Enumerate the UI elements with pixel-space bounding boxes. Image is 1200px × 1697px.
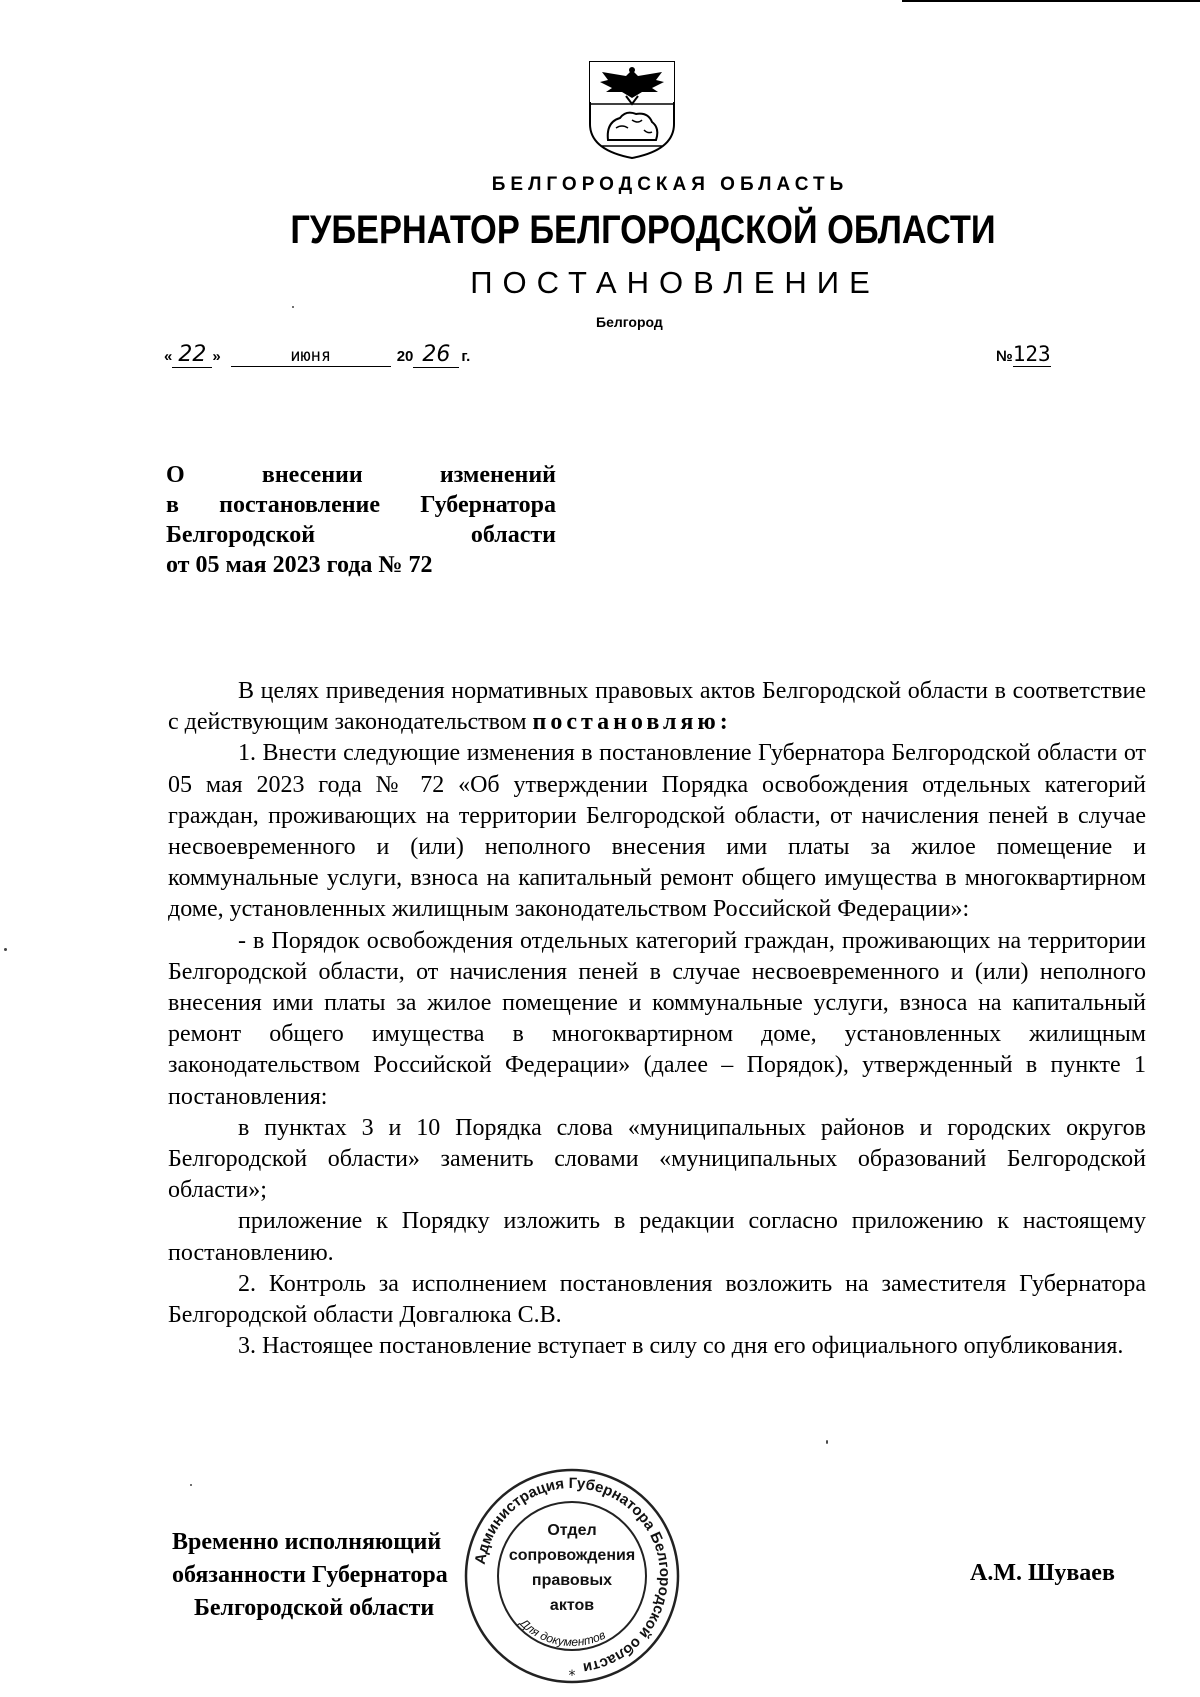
stamp-bottom-text [516, 1614, 608, 1649]
date-line [164, 342, 470, 368]
document-number: 123 [1012, 342, 1051, 366]
stamp-line: правовых [531, 1572, 613, 1589]
signer-name: А.М. Шуваев [970, 1560, 1115, 1586]
document-type-heading: ПОСТАНОВЛЕНИЕ [470, 265, 880, 300]
date-open-quote: « [164, 348, 173, 365]
stamp-bottom-path: Для документов [517, 1615, 608, 1650]
stamp-line: актов [549, 1597, 595, 1614]
top-rule [902, 0, 1200, 2]
number-line [996, 342, 1051, 366]
subject-line: в постановление Губернатора [166, 492, 556, 518]
decree-body [168, 676, 1146, 1362]
decree-subject [166, 460, 556, 580]
date-month: июня [231, 346, 391, 367]
signatory-position [172, 1526, 448, 1625]
city-label: Белгород [596, 314, 663, 330]
scan-speck [190, 1484, 192, 1486]
signatory-line: обязанности Губернатора [172, 1562, 448, 1588]
number-label: № [996, 348, 1013, 365]
scan-speck [4, 948, 7, 951]
item-1-sub-paragraph: - в Порядок освобождения отдельных категорий граждан, проживающих на территории Белгородской области, от начисления пеней в случае несвоевременного и (или) неполного внесения ими платы за жилое помещение и коммунальные услуги, взноса на капитальный ремонт общего имущества в многоквартирном доме, установленных жилищным законодательством Российской Федерации» (далее – Порядок), утвержденный в пункте 1 постановления: [168, 927, 1146, 1110]
item-1-b-paragraph: приложение к Порядку изложить в редакции согласно приложению к настоящему постановлению. [168, 1208, 1146, 1266]
scan-speck [292, 306, 294, 308]
stamp-line: сопровождения [508, 1547, 636, 1564]
subject-line: Белгородской области [166, 522, 556, 548]
item-2-paragraph: 2. Контроль за исполнением постановления возложить на заместителя Губернатора Белгородской области Довгалюка С.В. [168, 1270, 1146, 1329]
stamp-center-text [462, 1518, 682, 1618]
signatory-line: Белгородской области [194, 1595, 435, 1621]
preamble-text: В целях приведения нормативных правовых актов Белгородской области в соответствие с действующим законодательством [168, 678, 1146, 736]
date-close-quote: » [212, 348, 221, 365]
svg-text:*: * [568, 1668, 576, 1684]
stamp-line: Отдел [547, 1522, 597, 1539]
coat-of-arms-emblem [586, 58, 678, 160]
stamp-ring-path: Администрация Губернатора Белгородской области [471, 1474, 674, 1677]
subject-line: от 05 мая 2023 года № 72 [166, 552, 433, 578]
date-century: 20 [396, 348, 414, 365]
item-1-a-paragraph: в пунктах 3 и 10 Порядка слова «муниципальных районов и городских округов Белгородской области» заменить словами «муниципальных образований Белгородской области»; [168, 1114, 1146, 1204]
scan-speck [826, 1440, 828, 1444]
date-year: 26 [413, 342, 459, 368]
signatory-line: Временно исполняющий [172, 1529, 442, 1555]
date-day: 22 [172, 342, 212, 368]
date-year-suffix: г. [461, 348, 471, 365]
region-heading: БЕЛГОРОДСКАЯ ОБЛАСТЬ [491, 174, 849, 195]
preamble-paragraph [168, 676, 1146, 738]
governor-heading: ГУБЕРНАТОР БЕЛГОРОДСКОЙ ОБЛАСТИ [290, 208, 996, 252]
preamble-decision: постановляю: [532, 709, 732, 736]
item-1-paragraph: 1. Внести следующие изменения в постановление Губернатора Белгородской области от 05 мая 2023 года № 72 «Об утверждении Порядка освобождения отдельных категорий граждан, проживающих на территории Белгородской области, от начисления пеней в случае несвоевременного и (или) неполного внесения ими платы за жилое помещение и коммунальные услуги, взноса на капитальный ремонт общего имущества в многоквартирном доме, установленных жилищным законодательством Российской Федерации»: [168, 740, 1146, 923]
item-3-paragraph: 3. Настоящее постановление вступает в силу со дня его официального опубликования. [238, 1333, 1124, 1360]
subject-line: О внесении изменений [166, 462, 556, 488]
